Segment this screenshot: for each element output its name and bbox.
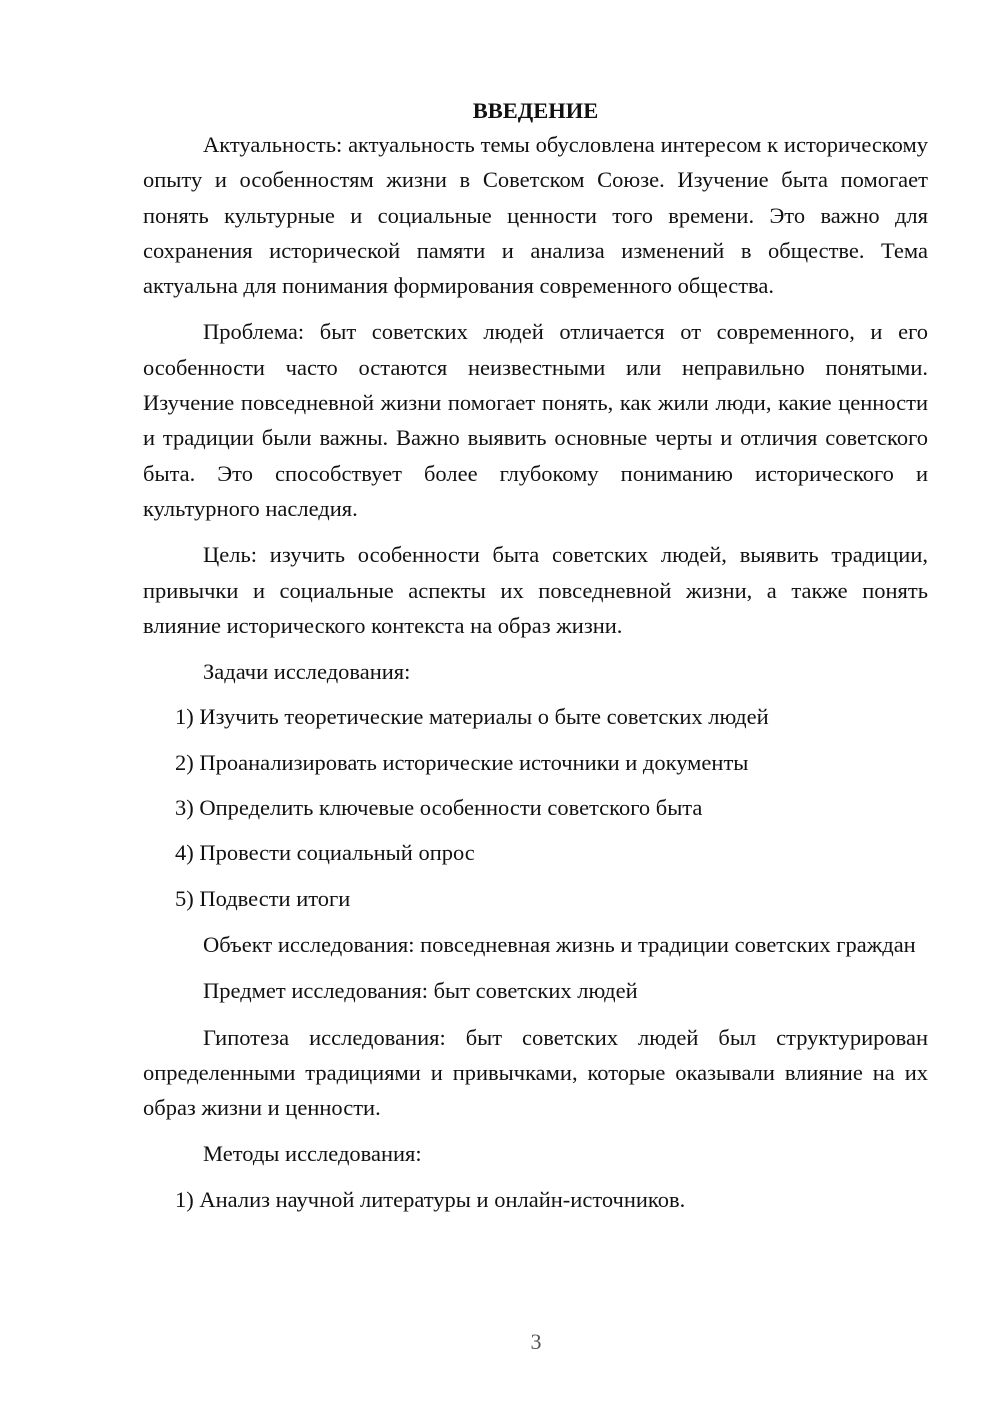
page-number: 3 xyxy=(530,1329,542,1354)
task-item: 1) Изучить теоретические материалы о быте советских людей xyxy=(175,704,769,730)
hypothesis-paragraph: Гипотеза исследования: быт советских людей был структурирован определенными традициями и привычками, которые оказывали влияние на их образ жизни и ценности. xyxy=(143,1024,928,1121)
goal-paragraph: Цель: изучить особенности быта советских людей, выявить традиции, привычки и социальные аспекты их повседневной жизни, а также понять влияние исторического контекста на образ жизни. xyxy=(143,542,928,638)
tasks-heading: Задачи исследования: xyxy=(203,659,411,685)
task-item: 3) Определить ключевые особенности советского быта xyxy=(175,795,703,821)
methods-heading: Методы исследования: xyxy=(203,1141,422,1167)
problem-paragraph: Проблема: быт советских людей отличается от современного, и его особенности часто остаются неизвестными или неправильно понятыми. Изучение повседневной жизни помогает понять, как жили люди, какие ценности и традиции были важны. Важно выявить основные черты и отличия советского быта. Это способствует более глубокому пониманию исторического и культурного наследия. xyxy=(143,319,928,521)
object-paragraph: Объект исследования: повседневная жизнь и традиции советских граждан xyxy=(203,931,916,957)
method-item: 1) Анализ научной литературы и онлайн-источников. xyxy=(175,1186,686,1212)
relevance-paragraph: Актуальность: актуальность темы обусловлена интересом к историческому опыту и особенностям жизни в Советском Союзе. Изучение быта помогает понять культурные и социальные ценности того времени. Это важно для сохранения исторической памяти и анализа изменений в обществе. Тема актуальна для понимания формирования современного общества. xyxy=(143,132,928,299)
subject-paragraph: Предмет исследования: быт советских людей xyxy=(203,978,638,1004)
page-content xyxy=(143,96,928,1217)
page-title: ВВЕДЕНИЕ xyxy=(472,98,599,123)
task-item: 5) Подвести итоги xyxy=(175,885,351,911)
task-item: 2) Проанализировать исторические источники и документы xyxy=(175,749,749,775)
task-item: 4) Провести социальный опрос xyxy=(175,840,475,866)
